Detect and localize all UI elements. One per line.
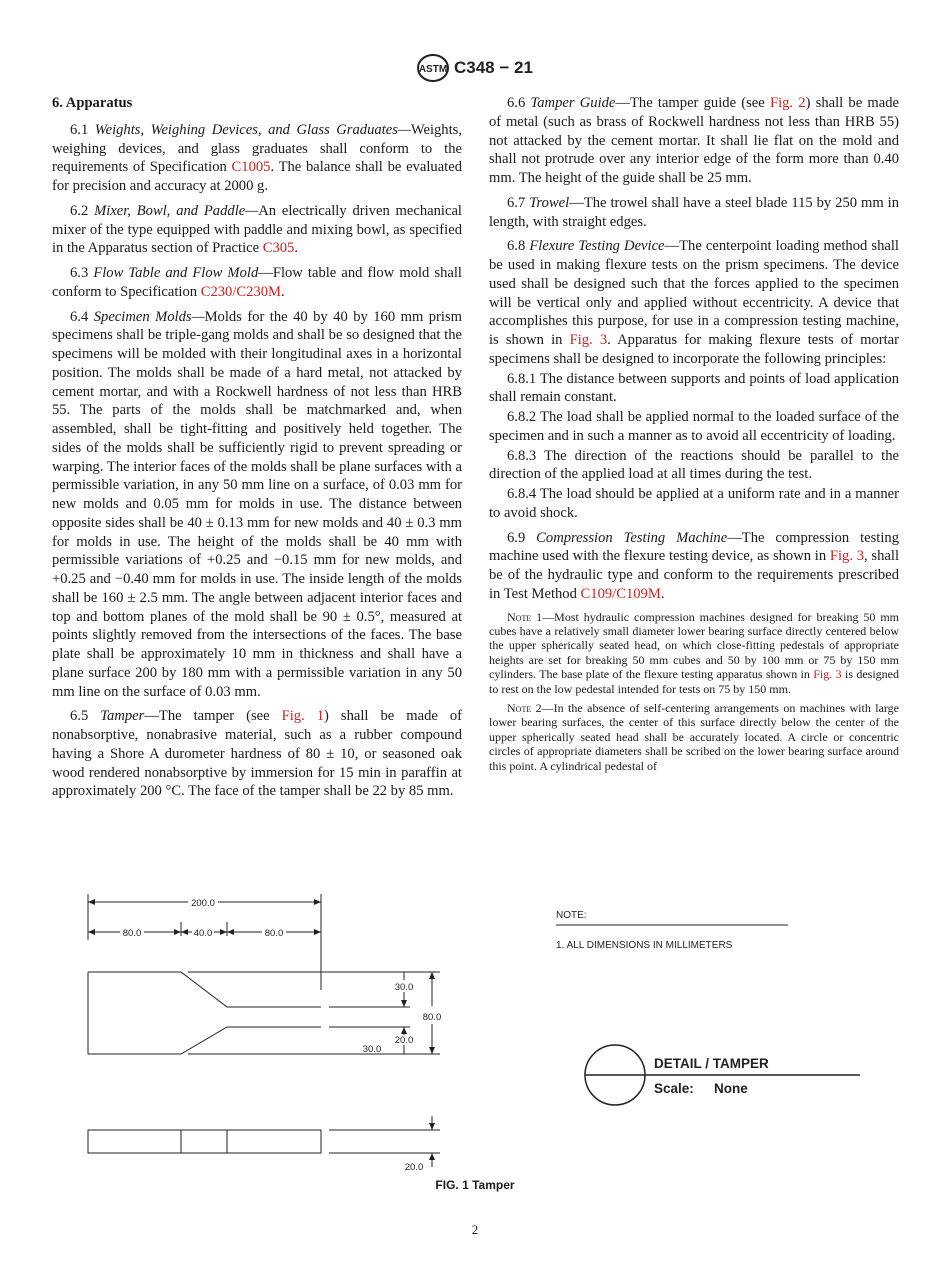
arrow-icon bbox=[429, 1047, 435, 1054]
figure-caption: FIG. 1 Tamper bbox=[435, 1178, 515, 1192]
paragraph-6-1 bbox=[52, 121, 462, 196]
dim-height-label: 80.0 bbox=[422, 1012, 442, 1023]
para-text: . bbox=[281, 283, 285, 300]
note-text: —Most hydraulic compression machines designed for breaking 50 mm cubes have a relatively small diameter lower bearing surface directly centered below the upper spherically seated head, on which close-fitting pedestals of appropriate heights are set for breaking 50 mm cubes and 50 by 100 mm or 75 by 150 mm cylinders. The base plate of the flexure testing apparatus shown in bbox=[489, 609, 900, 682]
para-title: Flow Table and Flow Mold bbox=[93, 265, 259, 281]
para-text: ) shall be made of metal (such as brass of Rockwell hardness not less than HRB 55) not attacked by the cement mortar. It shall lie flat on the mold and shall not protrude over any interior edge of the form more than 0.40 mm. The height of the guide shall be 25 mm. bbox=[489, 95, 899, 186]
left-column bbox=[52, 94, 462, 807]
para-text: —Flow table and flow mold shall conform to Specification bbox=[52, 265, 462, 300]
note-text: is designed to rest on the low pedestal intended for tests on 75 by 150 mm. bbox=[489, 667, 899, 696]
para-text: Molds for the 40 by 40 by 160 mm prism specimens shall be triple-gang molds and shall be so designed that the specimens will be molded with their longitudinal axes in a horizontal position. The molds shall be made of a hard metal, not attacked by cement mortar, and with a Rockwell hardness of not less than HRB 55. The parts of the molds shall be matchmarked and, when assembled, shall be tight-fitting and positively held together. The sides of the molds shall be sufficiently rigid to prevent spreading or warping. The interior faces of the molds shall be plane surfaces with a permissible variation, in any 50 mm line on a surface, of 0.03 mm for new molds and 0.05 mm for molds in use. The distance between opposite sides shall be 40 ± 0.13 mm for new molds and 40 ± 0.3 mm for molds in use. The height of the molds shall be 40 mm with permissible variations of +0.25 and −0.15 mm for new molds, and +0.25 and −0.40 mm for molds in use. The inside length of the molds shall be 160 ± 2.5 mm. The angle between adjacent interior faces and top and bottom planes of the mold shall be 90 ± 0.5°, measured at points slightly removed from the intersections of the faces. The base plate shall be approximately 10 mm in thickness and shall have a plane surface 200 by 180 mm with a permissible variation in any 50 mm line on the surface of 0.03 mm. bbox=[52, 308, 463, 700]
link-fig-2[interactable]: Fig. 2 bbox=[769, 95, 806, 111]
para-num: 6.2 bbox=[70, 202, 89, 219]
para-text: ) shall be made of nonabsorptive, nonabrasive material, such as a rubber compound having a Shore A durometer hardness of 80 ± 10, or seasoned oak wood rendered nonabsorptive by immersion for 15 min in paraffin at approximately 200 °C. The face of the tamper shall be 22 by 85 mm. bbox=[52, 708, 462, 800]
arrow-icon bbox=[174, 929, 181, 935]
note-1 bbox=[489, 610, 899, 696]
logo-text: ASTM bbox=[418, 64, 448, 75]
para-title: Compression Testing Machine bbox=[536, 529, 728, 546]
para-text: An electrically driven mechanical mixer of the type equipped with paddle and mixing bowl, as specified in the Apparatus section of Practice bbox=[52, 202, 462, 257]
link-c230[interactable]: C230/C230M bbox=[200, 283, 282, 300]
page-header bbox=[0, 54, 950, 84]
tamper-outline-top bbox=[88, 972, 321, 1007]
para-num: 6.8 bbox=[507, 238, 526, 255]
dim-h1-label: 30.0 bbox=[394, 982, 414, 993]
detail-title: DETAIL / TAMPER bbox=[654, 1056, 769, 1071]
arrow-icon bbox=[401, 1000, 407, 1007]
arrow-icon bbox=[88, 899, 95, 905]
paragraph-6-3 bbox=[52, 264, 462, 302]
para-text: Weights, weighing devices, and glass graduates shall conform to the requirements of Specification bbox=[52, 121, 462, 176]
para-text: —The compression testing machine used with the flexure testing device, as shown in bbox=[489, 529, 899, 565]
tamper-side-view bbox=[88, 1130, 321, 1153]
link-fig-3[interactable]: Fig. 3 bbox=[813, 667, 842, 682]
paragraph-6-8-3: 6.8.3 The direction of the reactions should be parallel to the direction of the applied load at all times during the test. bbox=[489, 447, 899, 483]
arrow-icon bbox=[181, 929, 188, 935]
para-text: —The centerpoint loading method shall be used in making flexure tests on the prism specimens. The device used shall be designed such that the forces applied to the specimen will be vertical only and applied without eccentricity. A device that accomplishes this purpose, for use in a compression testing machine, is shown in bbox=[489, 238, 899, 348]
dim-b-label: 40.0 bbox=[193, 928, 213, 939]
para-num: 6.5 bbox=[70, 708, 89, 725]
paragraph-6-9 bbox=[489, 529, 899, 604]
dim-a-label: 80.0 bbox=[122, 928, 142, 939]
para-title: Specimen Molds— bbox=[93, 308, 205, 325]
arrow-icon bbox=[88, 929, 95, 935]
para-text: . bbox=[660, 585, 665, 602]
paragraph-6-8-4: 6.8.4 The load should be applied at a uniform rate and in a manner to avoid shock. bbox=[489, 486, 899, 521]
note-2 bbox=[489, 701, 899, 773]
para-text: . Apparatus for making flexure tests of mortar specimens shall be designed to incorporate the following principles: bbox=[489, 332, 899, 367]
para-num: 6.9 bbox=[507, 529, 526, 546]
link-fig-1[interactable]: Fig. 1 bbox=[281, 708, 325, 725]
dim-h3-label: 30.0 bbox=[362, 1044, 382, 1055]
arrow-icon bbox=[314, 899, 321, 905]
para-num: 6.3 bbox=[70, 265, 89, 281]
link-c1005[interactable]: C1005 bbox=[231, 159, 271, 176]
dim-c-label: 80.0 bbox=[264, 928, 284, 939]
para-title: Tamper Guide bbox=[530, 95, 616, 111]
link-c109[interactable]: C109/C109M bbox=[580, 585, 661, 602]
para-title: Trowel bbox=[529, 194, 570, 211]
scale-label: Scale: bbox=[654, 1081, 694, 1096]
para-num: 6.7 bbox=[507, 194, 526, 211]
para-title: Mixer, Bowl, and Paddle— bbox=[94, 202, 259, 219]
para-text: —The tamper guide (see bbox=[615, 95, 770, 111]
paragraph-6-8-1: 6.8.1 The distance between supports and points of load application shall remain constant. bbox=[489, 370, 899, 406]
para-title: Weights, Weighing Devices, and Glass Graduates— bbox=[94, 121, 411, 138]
arrow-icon bbox=[429, 1123, 435, 1130]
arrow-icon bbox=[227, 929, 234, 935]
paragraph-6-6 bbox=[489, 94, 899, 188]
arrow-icon bbox=[401, 1027, 407, 1034]
note-label: Note 1 bbox=[507, 609, 543, 624]
paragraph-6-8-2: 6.8.2 The load shall be applied normal to the loaded surface of the specimen and in such a manner as to avoid all eccentricity of loading. bbox=[489, 409, 899, 444]
para-text: —The trowel shall have a steel blade 115 by 250 mm in length, with straight edges. bbox=[489, 194, 899, 230]
dim-thick-label: 20.0 bbox=[404, 1162, 424, 1173]
para-num: 6.6 bbox=[507, 95, 526, 111]
section-title: 6. Apparatus bbox=[52, 95, 133, 111]
para-text: —The tamper (see bbox=[144, 708, 282, 725]
dim-h2-label: 20.0 bbox=[394, 1035, 414, 1046]
note-title: NOTE: bbox=[556, 910, 587, 921]
paragraph-6-2 bbox=[52, 202, 462, 258]
note-label: Note 2 bbox=[507, 700, 542, 715]
para-num: 6.4 bbox=[70, 308, 89, 325]
document-id: C348 − 21 bbox=[454, 58, 533, 77]
para-text: . bbox=[294, 240, 299, 257]
tamper-outline-bottom bbox=[88, 1027, 321, 1054]
paragraph-6-5 bbox=[52, 707, 462, 801]
link-fig-3[interactable]: Fig. 3 bbox=[569, 332, 608, 348]
paragraph-6-8 bbox=[489, 237, 899, 368]
para-text: . The balance shall be evaluated for precision and accuracy at 2000 g. bbox=[52, 159, 463, 194]
para-text: , shall be of the hydraulic type and conform to the requirements prescribed in Test Method bbox=[489, 548, 899, 602]
dim-total-label: 200.0 bbox=[191, 898, 215, 909]
para-title: Tamper bbox=[100, 708, 145, 725]
para-title: Flexure Testing Device bbox=[529, 238, 665, 255]
scale-value: None bbox=[714, 1081, 748, 1096]
arrow-icon bbox=[429, 1153, 435, 1160]
link-c305[interactable]: C305 bbox=[262, 240, 295, 257]
note-text: 1. ALL DIMENSIONS IN MILLIMETERS bbox=[556, 940, 733, 951]
page-number: 2 bbox=[471, 1222, 479, 1237]
astm-logo-icon bbox=[415, 53, 451, 83]
tamper-drawing bbox=[0, 880, 950, 1180]
arrow-icon bbox=[220, 929, 227, 935]
paragraph-6-7 bbox=[489, 194, 899, 232]
link-fig-3[interactable]: Fig. 3 bbox=[829, 548, 865, 565]
paragraph-6-4 bbox=[52, 308, 462, 702]
right-column bbox=[489, 94, 899, 778]
arrow-icon bbox=[429, 972, 435, 979]
para-num: 6.1 bbox=[70, 121, 89, 138]
note-text: —In the absence of self-centering arrangements on machines with large lower bearing surfaces, the center of this surface directly below the center of the upper spherically seated head shall be accurately located. A circle or concentric circles of appropriate diameters shall be scribed on the lower bearing surface around this point. A cylindrical pedestal of bbox=[489, 700, 899, 773]
arrow-icon bbox=[314, 929, 321, 935]
